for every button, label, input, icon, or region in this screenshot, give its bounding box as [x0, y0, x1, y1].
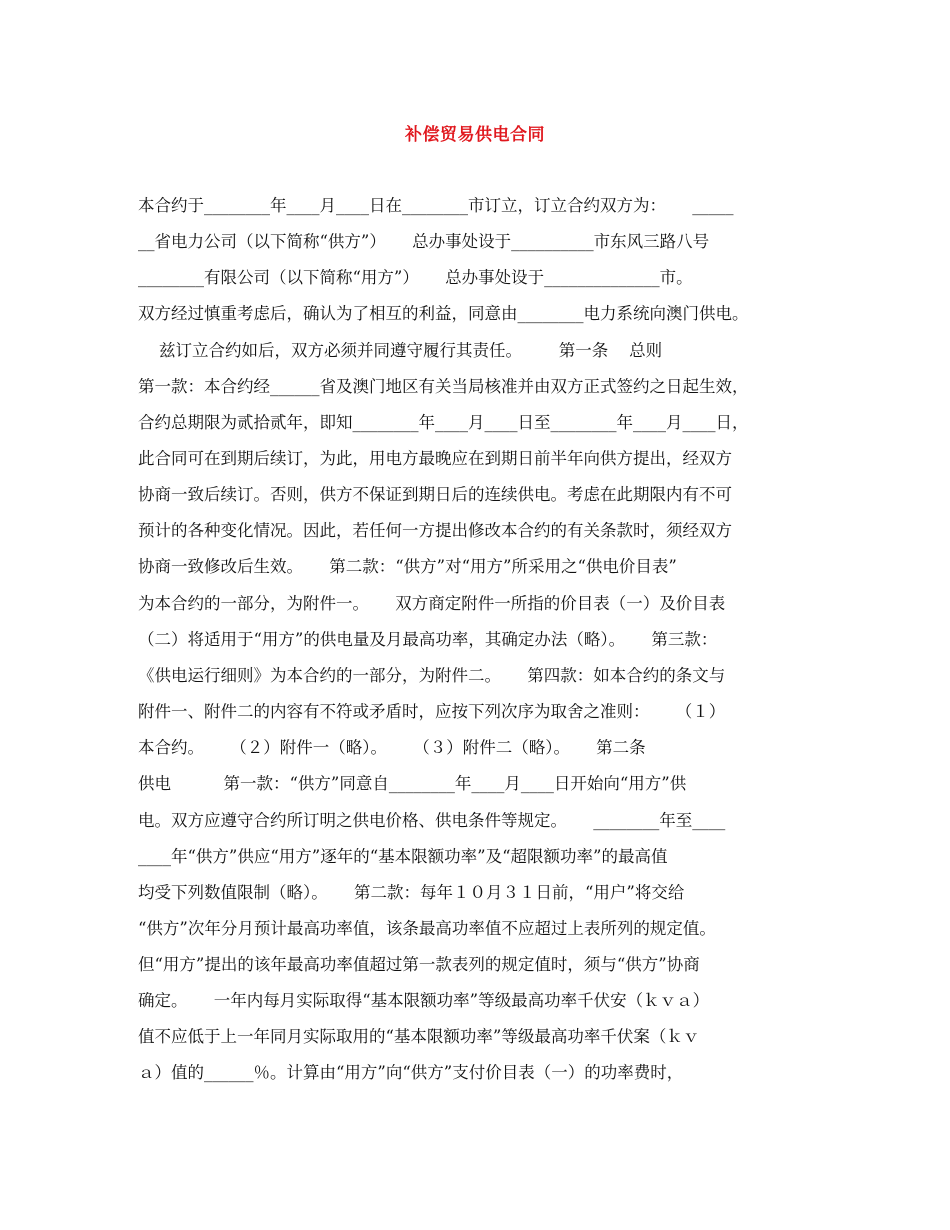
body-line: 值不应低于上一年同月实际取用的“基本限额功率”等级最高功率千伏案（ｋｖ: [138, 1027, 700, 1046]
body-line: 供电 第一款：“供方”同意自________年____月____日开始向“用方”供: [138, 774, 687, 793]
body-line: 确定。 一年内每月实际取得“基本限额功率”等级最高功率千伏安（ｋｖａ）: [138, 991, 710, 1010]
body-line: 双方经过慎重考虑后，确认为了相互的利益，同意由________电力系统向澳门供电。: [138, 304, 749, 323]
body-line: 此合同可在到期后续订，为此，用电方最晚应在到期日前半年向供方提出，经双方: [138, 449, 732, 468]
body-line: （二）将适用于“用方”的供电量及月最高功率，其确定办法（略）。 第三款：: [138, 630, 718, 649]
body-line: 协商一致后续订。否则，供方不保证到期日后的连续供电。考虑在此期限内有不可: [138, 485, 732, 504]
body-line: 《供电运行细则》为本合约的一部分，为附件二。 第四款：如本合约的条文与: [138, 666, 726, 685]
body-line: ____年“供方”供应“用方”逐年的“基本限额功率”及“超限额功率”的最高值: [138, 847, 668, 866]
body-line: “供方”次年分月预计最高功率值，该条最高功率值不应超过上表所列的规定值。: [138, 919, 716, 938]
body-line: 兹订立合约如后，双方必须并同遵守履行其责任。 第一条 总则: [138, 341, 663, 360]
body-line: ａ）值的______％。计算由“用方”向“供方”支付价目表（一）的功率费时，: [138, 1063, 684, 1082]
body-line: 预计的各种变化情况。因此，若任何一方提出修改本合约的有关条款时，须经双方: [138, 521, 732, 540]
body-line: 但“用方”提出的该年最高功率值超过第一款表列的规定值时，须与“供方”协商: [138, 955, 700, 974]
body-line: __省电力公司（以下简称“供方”） 总办事处设于__________市东风三路八号: [138, 232, 710, 251]
body-line: 协商一致修改后生效。 第二款：“供方”对“用方”所采用之“供电价目表”: [138, 557, 677, 576]
body-line: 本合约于________年____月____日在________市订立，订立合约双方为： _____: [138, 196, 734, 215]
body-line: 附件一、附件二的内容有不符或矛盾时，应按下列次序为取舍之准则： （１）: [138, 702, 726, 721]
body-line: 本合约。 （２）附件一（略）。 （３）附件二（略）。 第二条: [138, 738, 646, 757]
body-line: 第一款：本合约经______省及澳门地区有关当局核准并由双方正式签约之日起生效，: [138, 377, 749, 396]
body-line: 合约总期限为贰拾贰年，即知________年____月____日至________年____月____日，: [138, 413, 749, 432]
body-line: 为本合约的一部分，为附件一。 双方商定附件一所指的价目表（一）及价目表: [138, 594, 726, 613]
body-line: ________有限公司（以下简称“用方”） 总办事处设于______________市。: [138, 268, 693, 287]
body-line: 电。双方应遵守合约所订明之供电价格、供电条件等规定。 ________年至____: [138, 811, 726, 830]
body-line: 均受下列数值限制（略）。 第二款：每年１０月３１日前，“用户”将交给: [138, 883, 685, 902]
document-title: 补偿贸易供电合同: [405, 125, 545, 145]
